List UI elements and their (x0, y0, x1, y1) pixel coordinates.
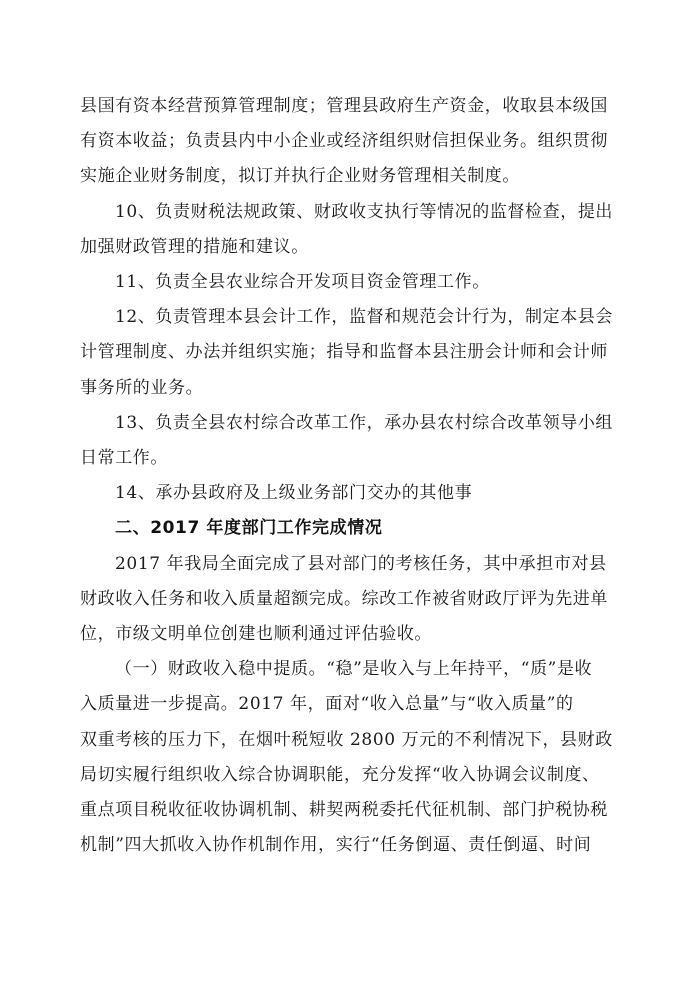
paragraph-item-12: 12、负责管理本县会计工作，监督和规范会计行为，制定本县会 计管理制度、办法并组织实施；指导和监督本县注册会计师和会计师 事务所的业务。 (80, 307, 614, 398)
paragraph-item-14: 14、承办县政府及上级业务部门交办的其他事 (115, 483, 473, 504)
paragraph-item-11: 11、负责全县农业综合开发项目资金管理工作。 (115, 272, 490, 293)
section-heading-2017-work: 二、2017 年度部门工作完成情况 (115, 518, 383, 539)
paragraph-2017-summary: 2017 年我局全面完成了县对部门的考核任务，其中承担市对县 财政收入任务和收入质量超额完成。综改工作被省财政厅评为先进单 位，市级文明单位创建也顺利通过评估验收。 (80, 553, 608, 645)
paragraph-item-10: 10、负责财税法规政策、财政收支执行等情况的监督检查，提出 加强财政管理的措施和建议。 (80, 201, 614, 257)
document-body (80, 89, 640, 863)
paragraph-revenue-stability: （一）财政收入稳中提质。“稳”是收入与上年持平，“质”是收 入质量进一步提高。2017 年，面对“收入总量”与“收入质量”的 双重考核的压力下，在烟叶税短收 2800 万元的不利情况下，县财政 局切实履行组织收入综合协调职能，充分发挥“收入协调会议制度、 重点项目税收征收协调机制、耕契两税委托代征机制、部门护税协税 机制”四大抓收入协作机制作用，实行“任务倒逼、责任倒逼、时间 (80, 659, 613, 856)
paragraph-fiscal-duties-continued: 县国有资本经营预算管理制度；管理县政府生产资金，收取县本级国 有资本收益；负责县内中小企业或经济组织财信担保业务。组织贯彻 实施企业财务制度，拟订并执行企业财务管理相关制度。 (80, 96, 608, 187)
paragraph-item-13: 13、负责全县农村综合改革工作，承办县农村综合改革领导小组 日常工作。 (80, 412, 614, 469)
